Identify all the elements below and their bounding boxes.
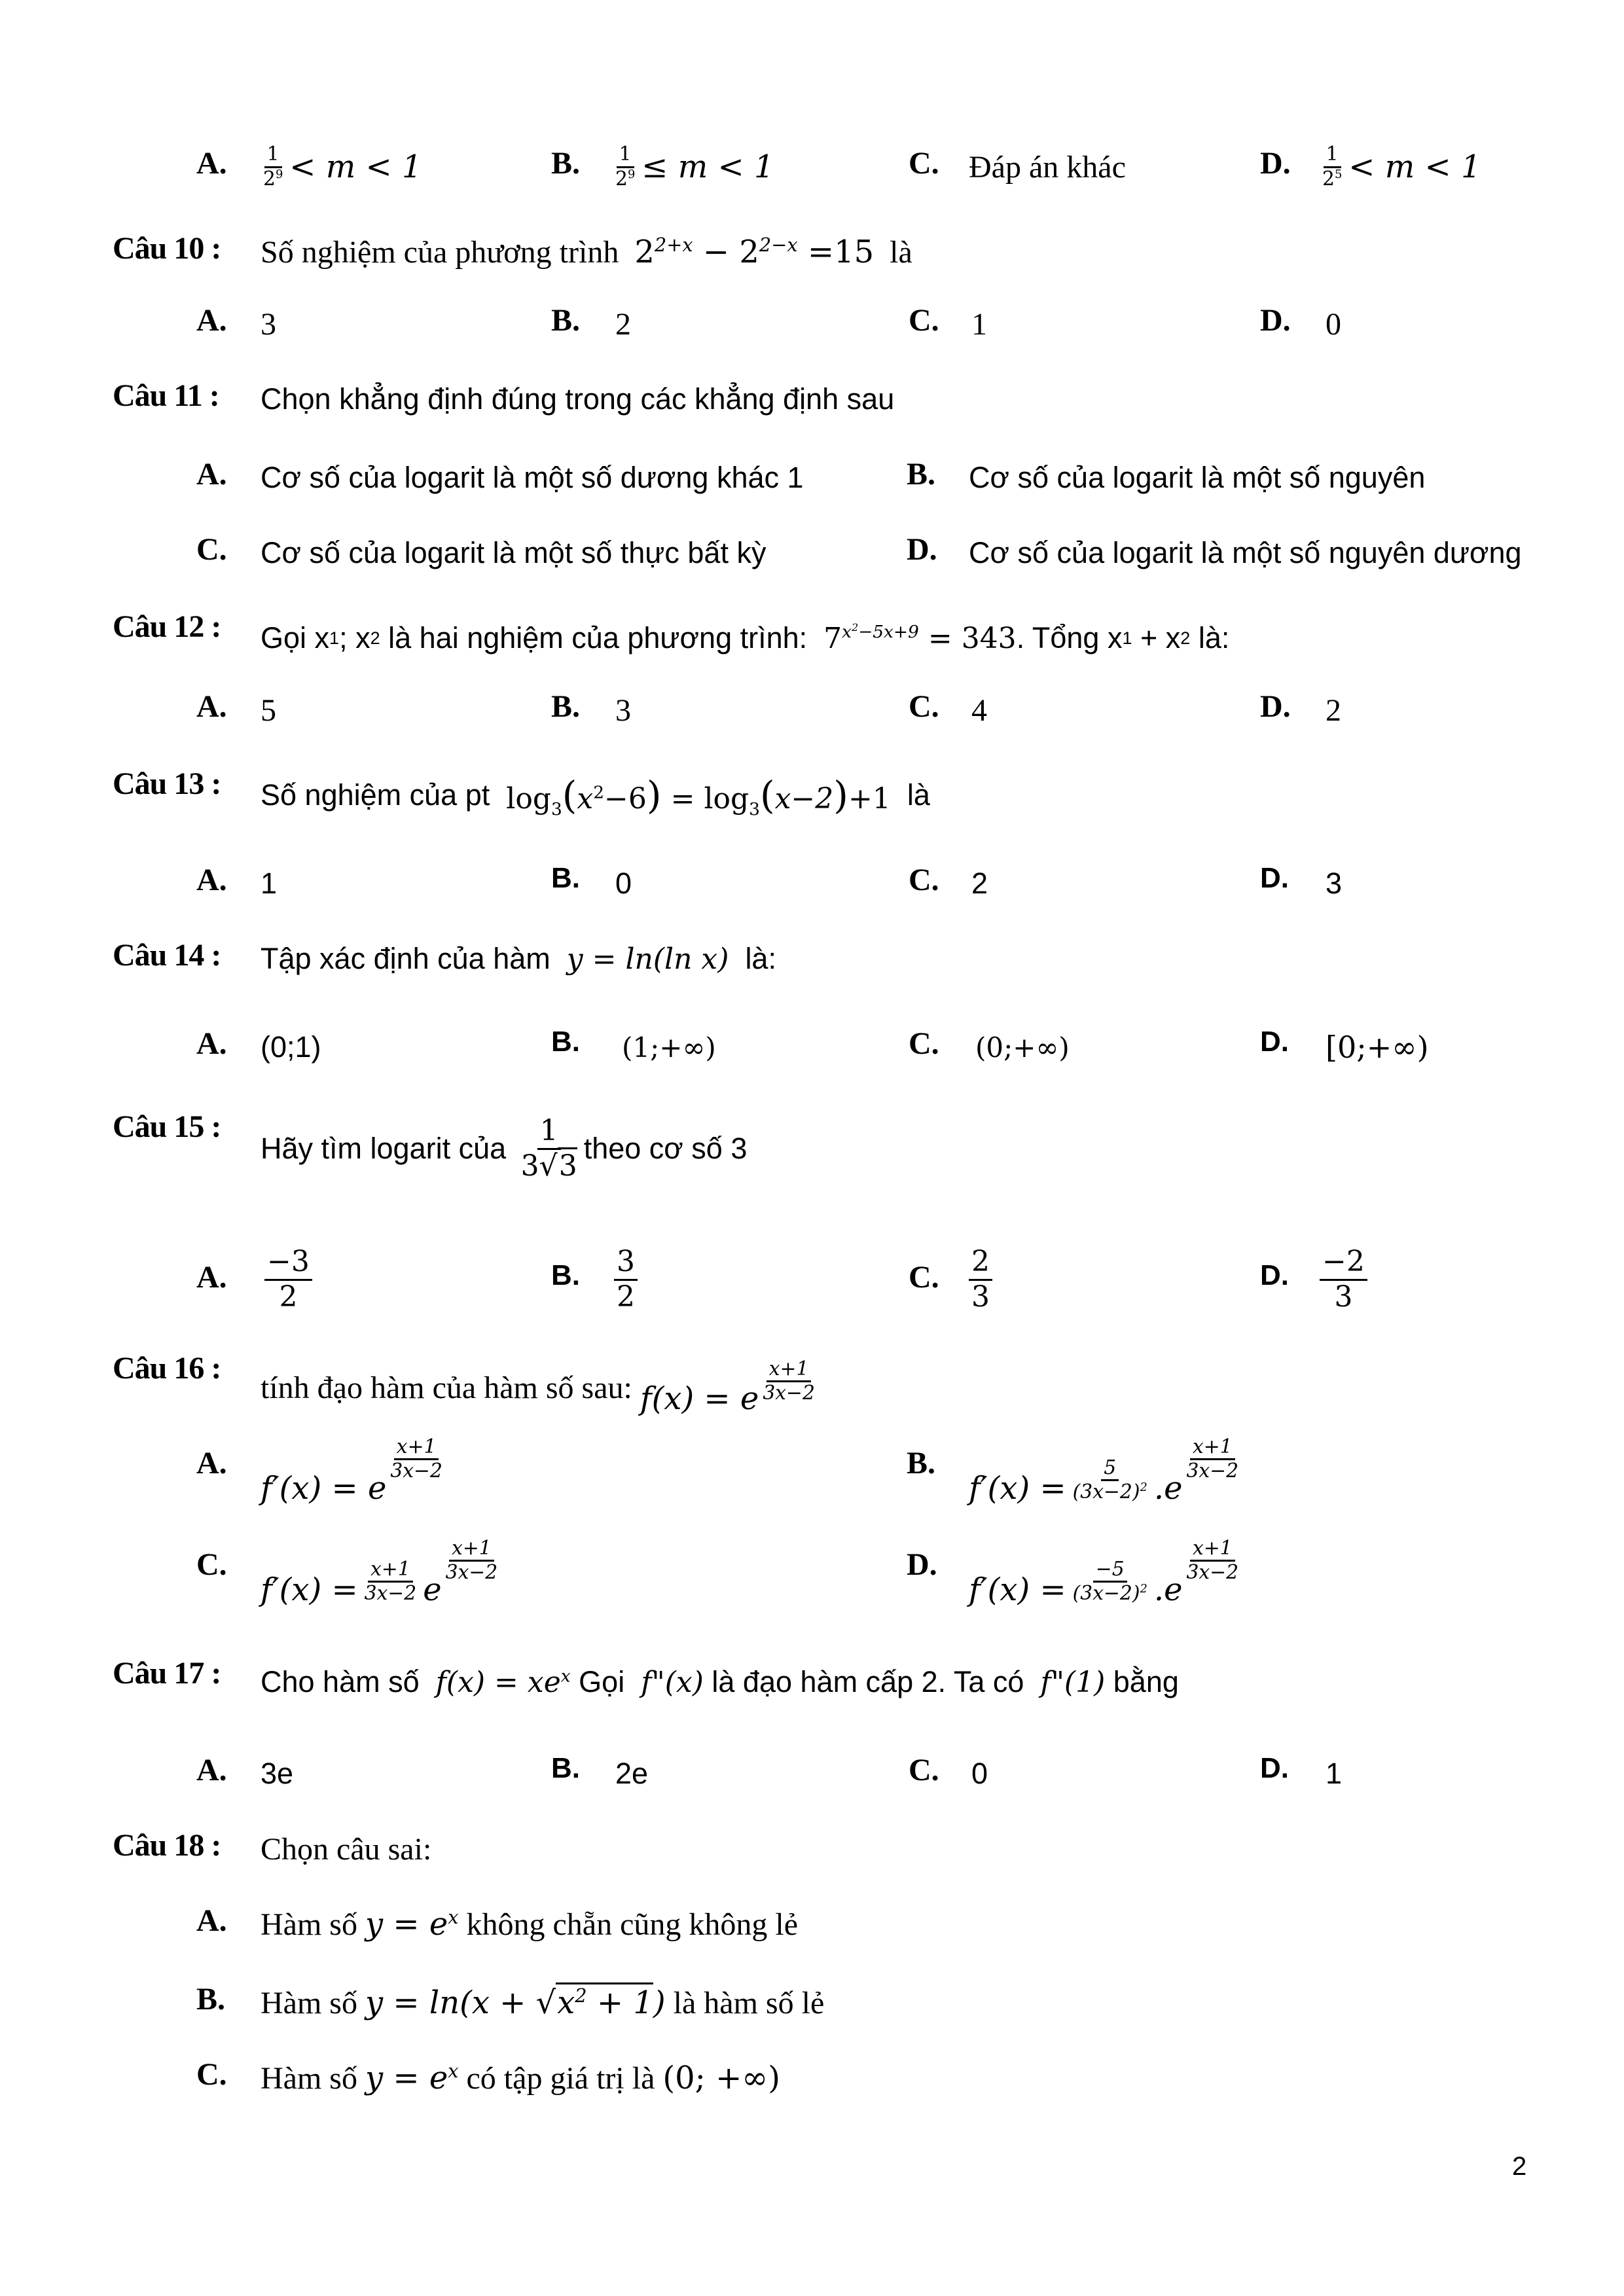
q10-option-d-label: D. (1260, 303, 1291, 338)
q16-options-row1 (0, 1433, 1624, 1532)
q14-function: y = ln(ln x) (566, 942, 729, 976)
q11-option-b-label: B. (907, 457, 936, 492)
q14-option-a: (0;1) (261, 1030, 321, 1064)
q13-option-d-label: D. (1260, 862, 1289, 894)
q9-d-fraction: $\frac{1}{2^5}$ (1322, 143, 1343, 190)
q17-option-c-label: C. (909, 1753, 939, 1787)
q16-option-a-label: A. (196, 1446, 227, 1480)
q11-options-row1 (0, 442, 1624, 514)
q17-second-derivative-at-1: f"(1) (1040, 1665, 1106, 1699)
q15-option-d (1316, 1230, 1371, 1329)
q13-text: Số nghiệm của pt $\log_3(x^2-6) = \log_3(x-2)+1$ là (261, 773, 930, 819)
q16-option-b: f′(x) = $\frac{5}{(3x-2)^2}$ . e $\frac{x+1}{3x-2}$ (969, 1435, 1239, 1507)
q17-option-b-label: B. (551, 1752, 580, 1784)
q17-option-b: 2e (615, 1757, 649, 1790)
q18-option-a-row (0, 1888, 1624, 1960)
q17-option-a: 3e (261, 1757, 294, 1790)
q18-option-b-row (0, 1967, 1624, 2039)
q14-text: Tập xác định của hàm y = ln(ln x) là: (261, 942, 776, 976)
q12-option-c: 4 (971, 692, 987, 728)
q10-option-b: 2 (615, 306, 631, 342)
q15-option-c (965, 1230, 996, 1329)
q10-option-a-label: A. (196, 303, 227, 338)
q11-option-d: Cơ số của logarit là một số nguyên dương (969, 536, 1522, 569)
q16-function: f(x) = e $\frac{x+1}{3x-2}$ (640, 1357, 815, 1417)
q13-option-c: 2 (971, 867, 988, 900)
q10-text: Số nghiệm của phương trình $2^{2+x} - 2^{2-x} =15$ là (261, 234, 912, 270)
q14-option-b: (1;+∞) (622, 1031, 716, 1064)
question-14 (0, 923, 1624, 995)
q13-option-a: 1 (261, 867, 278, 900)
q15-options (0, 1230, 1624, 1329)
q9-option-b: $\frac{1}{2^9}$ ≤ m < 1 (609, 131, 774, 203)
q12-option-c-label: C. (909, 689, 939, 724)
q18-option-a-label: A. (196, 1903, 227, 1938)
q15-b-fraction: $\frac{3}{2}$ (614, 1246, 638, 1314)
question-17 (0, 1646, 1624, 1718)
q17-option-d-label: D. (1260, 1752, 1289, 1784)
q12-option-d-label: D. (1260, 689, 1291, 724)
question-13 (0, 759, 1624, 831)
q16-option-c: f′(x) = $\frac{x+1}{3x-2}$ e $\frac{x+1}{3x-2}$ (261, 1537, 498, 1608)
q10-option-c-label: C. (909, 303, 939, 338)
question-18 (0, 1813, 1624, 1885)
q12-label: Câu 12 : (113, 609, 221, 644)
q10-option-c: 1 (971, 306, 987, 342)
q11-label: Câu 11 : (113, 378, 219, 413)
q10-equation: $2^{2+x} - 2^{2-x} =15$ (634, 234, 875, 270)
q17-function: $f(x) = xe^x$ (435, 1665, 571, 1699)
q15-c-fraction: $\frac{2}{3}$ (969, 1246, 992, 1314)
q9-option-d-label: D. (1260, 146, 1291, 181)
q10-option-d: 0 (1326, 306, 1341, 342)
q18-option-c: Hàm số $y = e^x$ có tập giá trị là (0; +∞) (261, 2060, 781, 2096)
q9-options (0, 131, 1624, 203)
q14-option-b-label: B. (551, 1026, 580, 1058)
q18-question: Chọn câu sai: (261, 1831, 432, 1867)
q17-option-d: 1 (1326, 1757, 1343, 1790)
q14-option-a-label: A. (196, 1026, 227, 1061)
q10-option-a: 3 (261, 306, 276, 342)
q10-label: Câu 10 : (113, 231, 221, 266)
q9-option-a: $\frac{1}{2^9}$ < m < 1 (257, 131, 422, 203)
q15-d-fraction: $\frac{-2}{3}$ (1320, 1246, 1367, 1314)
q14-options (0, 1011, 1624, 1083)
q11-option-c-label: C. (196, 532, 227, 567)
q14-option-c: (0;+∞) (975, 1031, 1070, 1064)
q11-option-c: Cơ số của logarit là một số thực bất kỳ (261, 536, 767, 569)
q14-label: Câu 14 : (113, 938, 221, 973)
page-number: 2 (1512, 2152, 1527, 2181)
q14-option-d: [0;+∞) (1326, 1030, 1429, 1065)
q15-label: Câu 15 : (113, 1109, 221, 1144)
q13-option-b: 0 (615, 867, 632, 900)
q13-option-d: 3 (1326, 867, 1343, 900)
q15-option-b-label: B. (551, 1259, 580, 1291)
q15-option-a-label: A. (196, 1260, 227, 1295)
q13-option-b-label: B. (551, 862, 580, 894)
q9-option-b-label: B. (551, 146, 581, 181)
q12-text: Gọi x 1 ; x 2 là hai nghiệm của phương trình: $7^{x^2-5x+9} = 343$ . Tổng x 1 + x 2 là: (261, 621, 1230, 655)
q13-options (0, 848, 1624, 920)
q16-options-row2 (0, 1535, 1624, 1633)
q18-option-a: Hàm số $y = e^x$ không chẵn cũng không lẻ (261, 1906, 799, 1943)
q11-option-b: Cơ số của logarit là một số nguyên (969, 461, 1426, 494)
q11-option-a-label: A. (196, 457, 227, 492)
q15-text: Hãy tìm logarit của $\frac{1}{3√3}$ theo cơ số 3 (261, 1113, 748, 1183)
q12-options (0, 674, 1624, 746)
q12-option-a: 5 (261, 692, 276, 728)
q15-option-c-label: C. (909, 1260, 939, 1295)
q13-option-c-label: C. (909, 863, 939, 897)
q16-option-d: f′(x) = $\frac{-5}{(3x-2)^2}$ . e $\frac{x+1}{3x-2}$ (969, 1537, 1239, 1608)
q13-label: Câu 13 : (113, 766, 221, 801)
question-12 (0, 602, 1624, 674)
q13-equation: $\log_3(x^2-6) = \log_3(x-2)+1$ (506, 773, 891, 819)
question-10 (0, 216, 1624, 288)
q18-label: Câu 18 : (113, 1828, 221, 1863)
q15-option-a (261, 1230, 316, 1329)
q11-option-a: Cơ số của logarit là một số dương khác 1 (261, 461, 804, 494)
q18-option-b-label: B. (196, 1982, 226, 2017)
q9-option-c-label: C. (909, 146, 939, 181)
q10-option-b-label: B. (551, 303, 581, 338)
q18-option-c-row (0, 2042, 1624, 2114)
q15-option-b (610, 1230, 641, 1329)
q17-label: Câu 17 : (113, 1656, 221, 1691)
q17-text: Cho hàm số $f(x) = xe^x$ Gọi f"(x) là đạo hàm cấp 2. Ta có f"(1) bằng (261, 1665, 1179, 1699)
q17-option-a-label: A. (196, 1753, 227, 1787)
q16-label: Câu 16 : (113, 1351, 221, 1386)
q12-option-b-label: B. (551, 689, 581, 724)
question-16 (0, 1345, 1624, 1430)
q16-option-d-label: D. (907, 1547, 937, 1582)
q18-option-c-label: C. (196, 2057, 227, 2092)
q10-options (0, 288, 1624, 360)
q15-a-fraction: $\frac{-3}{2}$ (264, 1246, 312, 1314)
q9-option-a-label: A. (196, 146, 227, 181)
q16-option-c-label: C. (196, 1547, 227, 1582)
q11-question: Chọn khẳng định đúng trong các khẳng định sau (261, 382, 895, 416)
q15-fraction: $\frac{1}{3√3}$ (520, 1113, 577, 1183)
q16-option-a: f′(x) = e $\frac{x+1}{3x-2}$ (261, 1435, 442, 1507)
q9-a-fraction: $\frac{1}{2^9}$ (263, 143, 283, 190)
q12-equation: $7^{x^2-5x+9} = 343$ (823, 621, 1017, 655)
q13-option-a-label: A. (196, 863, 227, 897)
q11-option-d-label: D. (907, 532, 937, 567)
q12-option-a-label: A. (196, 689, 227, 724)
question-15 (0, 1100, 1624, 1198)
q14-option-c-label: C. (909, 1026, 939, 1061)
question-11 (0, 363, 1624, 435)
q9-b-fraction: $\frac{1}{2^9}$ (615, 143, 636, 190)
q9-option-c: Đáp án khác (969, 149, 1126, 185)
q12-option-b: 3 (615, 692, 631, 728)
q15-option-d-label: D. (1260, 1259, 1289, 1291)
q17-options (0, 1738, 1624, 1810)
q17-option-c: 0 (971, 1757, 988, 1790)
q11-options-row2 (0, 517, 1624, 589)
q17-second-derivative: f"(x) (641, 1665, 704, 1699)
q16-option-b-label: B. (907, 1446, 936, 1480)
q12-option-d: 2 (1326, 692, 1341, 728)
q16-text: tính đạo hàm của hàm số sau: f(x) = e $\frac{x+1}{3x-2}$ (261, 1345, 819, 1430)
q18-option-b: Hàm số $y = \ln(x + √x^2 + 1)$ là hàm số lẻ (261, 1967, 824, 2039)
q9-option-d: $\frac{1}{2^5}$ < m < 1 (1316, 131, 1481, 203)
q14-option-d-label: D. (1260, 1026, 1289, 1058)
